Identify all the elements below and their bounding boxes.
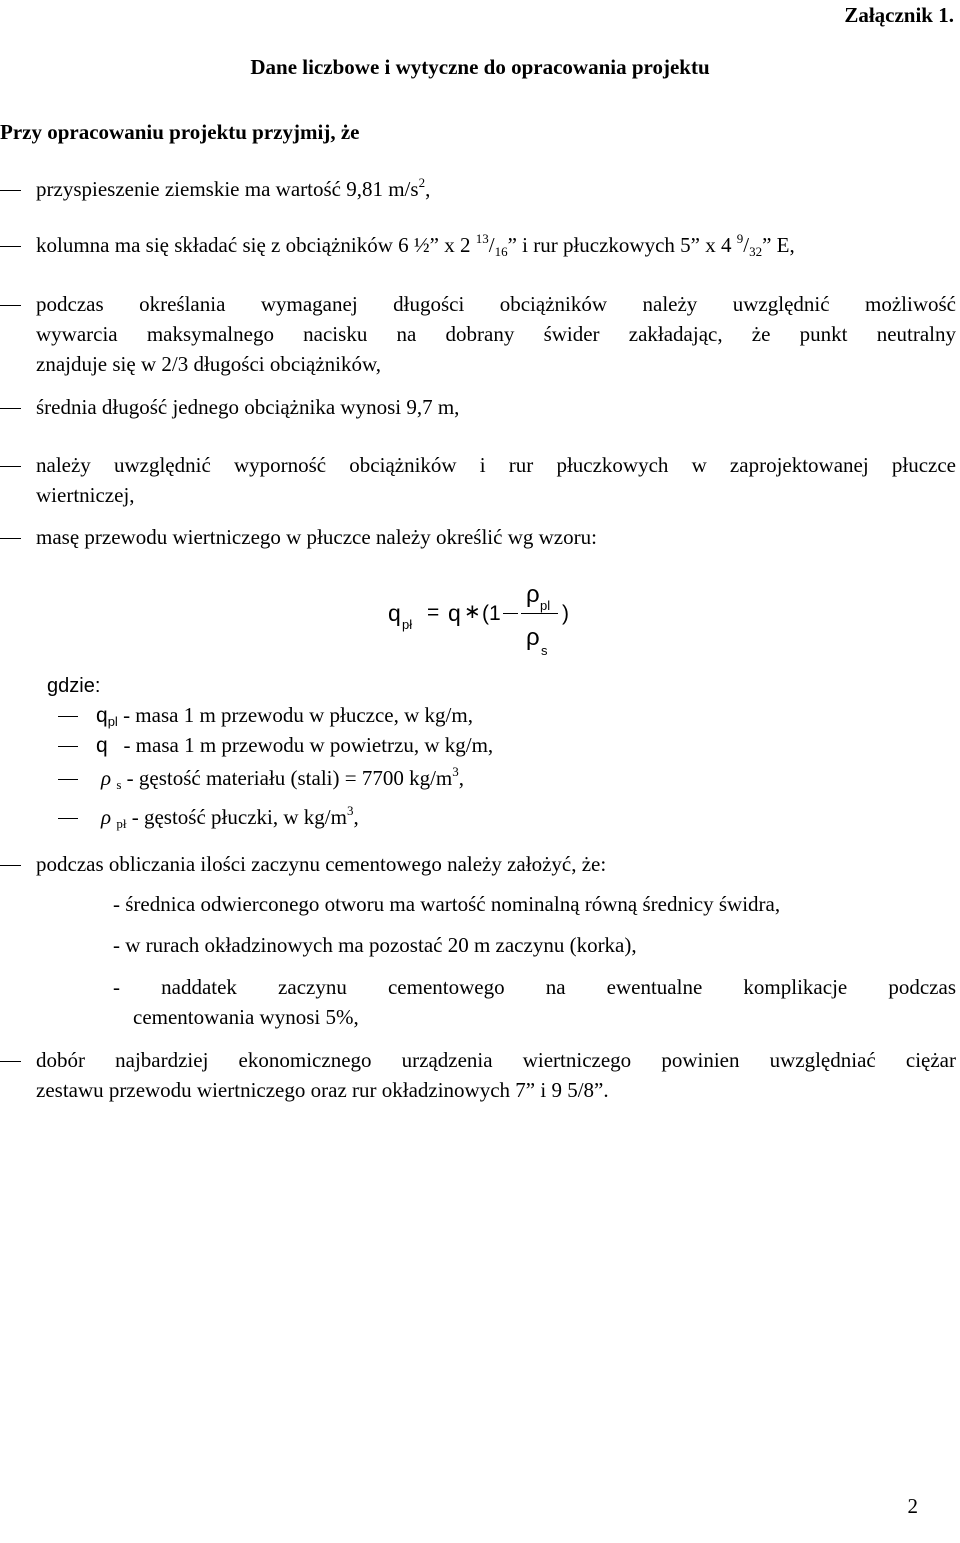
formula-minus bbox=[503, 613, 518, 614]
list-item-buoyancy-line2: wiertniczej, bbox=[36, 483, 135, 507]
def-q-pl: $q_{pl}$ - masa 1 m przewodu w płuczce, w kg/m, bbox=[96, 703, 473, 729]
list-item-buoyancy-line1: należy uwzględnić wyporność obciążników i rur płuczkowych w zaprojektowanej płuczce bbox=[36, 453, 956, 477]
list-item-length-line2: wywarcia maksymalnego nacisku na dobrany świder zakładając, że punkt neutralny bbox=[36, 322, 956, 346]
formula-lhs-sub: pł bbox=[402, 617, 413, 632]
list-bullet bbox=[0, 246, 21, 247]
numerator-rho: ρ bbox=[526, 581, 540, 608]
formula-equals: = bbox=[427, 601, 440, 624]
def-rho-s: ρ $_s$ - gęstość materiału (stali) = 7700 $kg/m^3$, bbox=[101, 764, 465, 792]
list-bullet bbox=[58, 716, 78, 717]
list-item-column: kolumna ma się składać się z obciążników 6 ½” x 2 $^{13}/_{16}$” i rur płuczkowych 5” x 4 $^9/_{32}$” E, bbox=[36, 231, 795, 259]
list-bullet bbox=[58, 779, 78, 780]
list-bullet bbox=[58, 746, 78, 747]
page-title: Dane liczbowe i wytyczne do opracowania projektu bbox=[250, 55, 710, 79]
def-q: q - masa 1 m przewodu w powietrzu, w kg/m, bbox=[96, 733, 494, 757]
list-item-mass: masę przewodu wiertniczego w płuczce należy określić wg wzoru: bbox=[36, 525, 597, 549]
def-rho-pl: ρ $_{pł}$ - gęstość płuczki, w $kg/m^3$, bbox=[101, 803, 359, 831]
list-item-average: średnia długość jednego obciążnika wynosi 9,7 m, bbox=[36, 395, 460, 419]
page-number: 2 bbox=[907, 1494, 918, 1518]
formula-times: ∗ bbox=[464, 601, 481, 623]
list-bullet bbox=[58, 818, 78, 819]
list-bullet bbox=[0, 305, 21, 306]
list-bullet bbox=[0, 538, 21, 539]
cement-point-surplus-line1: - naddatek zaczynu cementowego na ewentualne komplikacje podczas bbox=[113, 975, 956, 999]
numerator-sub: pl bbox=[540, 598, 551, 613]
denominator-sub: s bbox=[541, 643, 548, 658]
list-bullet bbox=[0, 1061, 21, 1062]
attachment-label: Załącznik 1. bbox=[844, 3, 954, 27]
list-item-cement: podczas obliczania ilości zaczynu cementowego należy założyć, że: bbox=[36, 852, 607, 876]
list-bullet bbox=[0, 865, 21, 866]
list-item-gravity: przyspieszenie ziemskie ma wartość 9,81 $m/s^2$, bbox=[36, 175, 431, 201]
list-bullet bbox=[0, 190, 21, 191]
formula-close: ) bbox=[562, 602, 569, 625]
formula-q: q bbox=[448, 600, 461, 626]
mass-formula bbox=[380, 575, 620, 665]
cement-point-casing: - w rurach okładzinowych ma pozostać 20 m zaczynu (korka), bbox=[113, 933, 637, 957]
list-bullet bbox=[0, 408, 21, 409]
where-label: gdzie: bbox=[47, 675, 101, 697]
list-item-rig-line1: dobór najbardziej ekonomicznego urządzenia wiertniczego powinien uwzględniać ciężar bbox=[36, 1048, 956, 1072]
list-item-length-line3: znajduje się w 2/3 długości obciążników, bbox=[36, 352, 382, 376]
cement-point-surplus-line2: cementowania wynosi 5%, bbox=[133, 1005, 359, 1029]
formula-open: (1 bbox=[482, 602, 501, 625]
cement-point-diameter: - średnica odwierconego otworu ma wartość nominalną równą średnicy świdra, bbox=[113, 892, 781, 916]
denominator-rho: ρ bbox=[526, 624, 540, 651]
list-item-rig-line2: zestawu przewodu wiertniczego oraz rur okładzinowych 7” i 9 5/8”. bbox=[36, 1078, 609, 1102]
list-bullet bbox=[0, 466, 21, 467]
formula-lhs: q bbox=[388, 600, 401, 626]
list-item-length-line1: podczas określania wymaganej długości obciążników należy uwzględnić możliwość bbox=[36, 292, 956, 316]
intro-heading: Przy opracowaniu projektu przyjmij, że bbox=[0, 120, 360, 144]
